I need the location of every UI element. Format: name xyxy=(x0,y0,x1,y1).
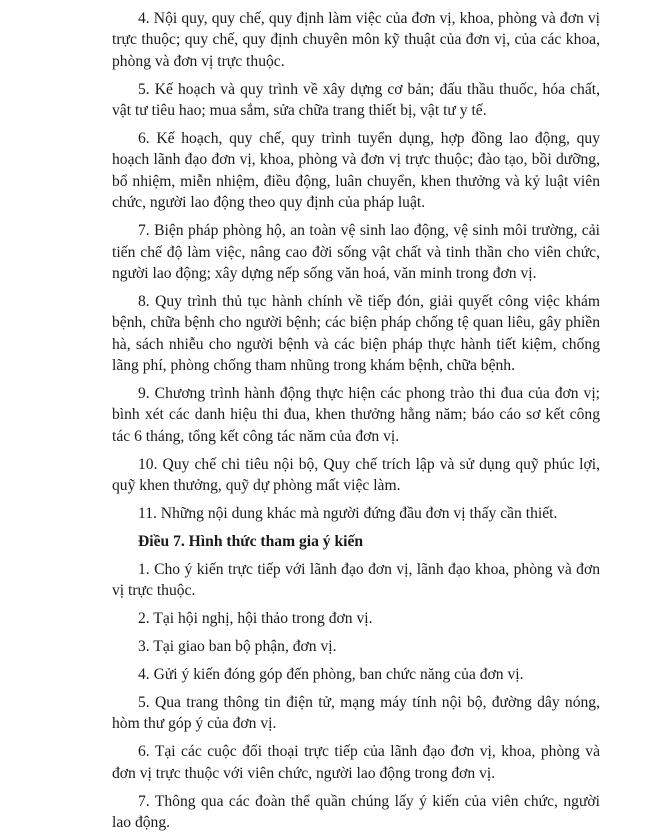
form-item-3: 3. Tại giao ban bộ phận, đơn vị. xyxy=(138,638,337,656)
paragraph-item-4: 4. Nội quy, quy chế, quy định làm việc của đơn vị, khoa, phòng và đơn vị trực thuộc; quy chế, quy định chuyên môn kỹ thuật của đơn vị, của các khoa, phòng và đơn vị trực thuộc. xyxy=(112,10,600,70)
form-item-4: 4. Gửi ý kiến đóng góp đến phòng, ban chức năng của đơn vị. xyxy=(138,665,524,683)
paragraph-item-6: 6. Kế hoạch, quy chế, quy trình tuyển dụng, hợp đồng lao động, quy hoạch lãnh đạo đơn vị, khoa, phòng và đơn vị trực thuộc; đào tạo, bồi dưỡng, bổ nhiệm, miễn nhiệm, điều động, luân chuyển, khen thưởng và kỷ luật viên chức, người lao động theo quy định của pháp luật. xyxy=(112,130,600,212)
paragraph-item-5: 5. Kế hoạch và quy trình về xây dựng cơ bản; đấu thầu thuốc, hóa chất, vật tư tiêu hao; mua sắm, sửa chữa trang thiết bị, vật tư y tế. xyxy=(112,80,600,120)
form-item-1: 1. Cho ý kiến trực tiếp với lãnh đạo đơn vị, lãnh đạo khoa, phòng và đơn vị trực thuộc. xyxy=(112,560,600,600)
form-item-2: 2. Tại hội nghị, hội thảo trong đơn vị. xyxy=(138,610,373,628)
paragraph-item-7: 7. Biện pháp phòng hộ, an toàn vệ sinh lao động, vệ sinh môi trường, cải tiến chế độ làm việc, nâng cao đời sống vật chất và tinh thần cho viên chức, người lao động; xây dựng nếp sống văn hoá, văn minh trong đơn vị. xyxy=(112,222,600,282)
form-item-6: 6. Tại các cuộc đối thoại trực tiếp của lãnh đạo đơn vị, khoa, phòng và đơn vị trực thuộc với viên chức, người lao động trong đơn vị. xyxy=(112,743,600,782)
document-page xyxy=(112,8,600,840)
paragraph-item-9: 9. Chương trình hành động thực hiện các phong trào thi đua của đơn vị; bình xét các danh hiệu thi đua, khen thưởng hằng năm; báo cáo sơ kết công tác 6 tháng, tổng kết công tác năm của đơn vị. xyxy=(112,385,600,445)
form-item-7: 7. Thông qua các đoàn thể quần chúng lấy ý kiến của viên chức, người lao động. xyxy=(112,792,600,831)
article-7-heading: Điều 7. Hình thức tham gia ý kiến xyxy=(138,532,364,550)
paragraph-item-8: 8. Quy trình thủ tục hành chính về tiếp đón, giải quyết công việc khám bệnh, chữa bệnh cho người bệnh; các biện pháp chống tệ quan liêu, gây phiền hà, sách nhiễu cho người bệnh và các biện pháp thực hành tiết kiệm, chống lãng phí, phòng chống tham nhũng trong khám bệnh, chữa bệnh. xyxy=(112,292,600,375)
paragraph-item-11: 11. Những nội dung khác mà người đứng đầu đơn vị thấy cần thiết. xyxy=(138,505,558,523)
paragraph-item-10: 10. Quy chế chi tiêu nội bộ, Quy chế trích lập và sử dụng quỹ phúc lợi, quỹ khen thưởng, quỹ dự phòng mất việc làm. xyxy=(112,455,600,495)
form-item-5: 5. Qua trang thông tin điện tử, mạng máy tính nội bộ, đường dây nóng, hòm thư góp ý của đơn vị. xyxy=(112,693,600,733)
